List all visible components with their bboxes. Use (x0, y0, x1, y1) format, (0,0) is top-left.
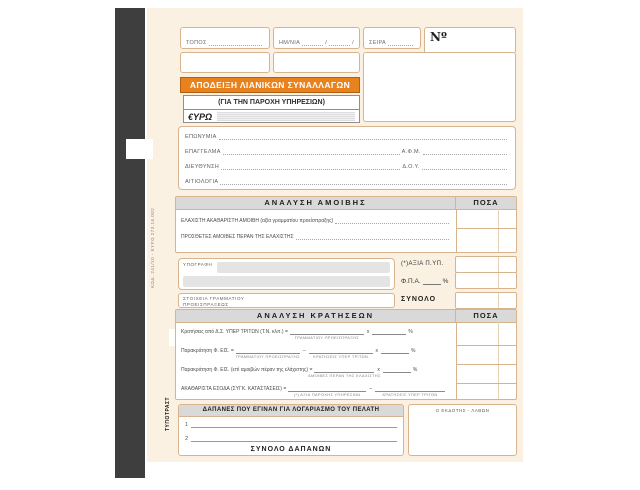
profession-row[interactable] (185, 148, 509, 155)
deduction-row1-label: Κρατήσεις από Δ.Σ. ΥΠΕΡ ΤΡΙΤΩΝ (Τ.Ν. κλπ.) = (181, 329, 288, 335)
vat-row (401, 278, 448, 285)
deduction-row2-subnote1: ΓΡΑΜΜΑΤΙΟΥ ΠΡΟΕΙΣΠΡΑΞΗΣ (235, 354, 300, 359)
fee-row2-line (296, 233, 449, 240)
expense-row-2[interactable] (185, 435, 397, 442)
fee-table-header (176, 197, 516, 210)
euro-amount-row[interactable] (184, 110, 359, 123)
deductions-header-amounts: ΠΟΣΑ (473, 311, 499, 320)
printer-brand: ΤΥΠΟΤΡΑΣΤ (165, 396, 171, 431)
deduction-row3-label: Παρακράτηση Φ. ΕΙΣ. (επί αμοιβών πέραν της ελάχιστης) = (181, 367, 313, 373)
total-label: ΣΥΝΟΛΟ (401, 296, 437, 303)
form-subtitle: (ΓΙΑ ΤΗΝ ΠΑΡΟΧΗ ΥΠΗΡΕΣΙΩΝ) (184, 96, 359, 110)
deduction-row2-line2 (309, 346, 373, 359)
vat-percent-sign: % (442, 278, 449, 285)
date-fill-line (302, 39, 323, 46)
side-print-code: ΚΩΔ. 241/10 - ΕΥΡΩ 273.16.002 (150, 207, 155, 288)
deduction-row3-times: x (377, 367, 380, 373)
afm-label: Α.Φ.Μ. (401, 149, 421, 155)
client-expenses-box (178, 404, 404, 456)
fee-row2-label: ΠΡΟΣΘΕΤΕΣ ΑΜΟΙΒΕΣ ΠΕΡΑΝ ΤΗΣ ΕΛΑΧΙΣΤΗΣ (181, 234, 294, 240)
place-label: ΤΟΠΟΣ (186, 40, 207, 46)
fee-analysis-table (175, 196, 517, 253)
deduction-row3-subnote: ΑΜΟΙΒΕΣ ΠΕΡΑΝ ΤΗΣ ΕΛΑΧΙΣΤΗΣ (308, 373, 381, 378)
blank-box-large[interactable] (363, 52, 516, 122)
address-row[interactable] (185, 163, 509, 170)
net-value-cell[interactable] (455, 256, 517, 273)
series-fill-line (388, 39, 413, 46)
place-field[interactable] (180, 27, 270, 49)
deductions-row-line-1 (457, 345, 516, 346)
euro-amount-area[interactable] (217, 112, 355, 121)
book-spine (115, 8, 145, 478)
deduction-row4-minus: – (369, 386, 373, 392)
date-label: ΗΜ/ΝΙΑ (279, 40, 301, 46)
signature-label: ΥΠΟΓΡΑΦΗ (183, 262, 213, 267)
fee-header-title: ΑΝΑΛΥΣΗ ΑΜΟΙΒΗΣ (176, 197, 456, 209)
deduction-row4-label: ΑΚΑΘΑΡΙΣΤΑ ΕΣΟΔΑ (ΣΥΓΚ. ΚΑΤΑΣΤΑΣΕΙΣ) = (181, 386, 287, 392)
form-title: ΑΠΟΔΕΙΞΗ ΛΙΑΝΙΚΩΝ ΣΥΝΑΛΛΑΓΩΝ (189, 80, 351, 90)
total-value-cell[interactable] (455, 292, 517, 309)
deduction-row1-percent: % (408, 329, 413, 335)
place-fill-line (209, 39, 262, 46)
company-name-row[interactable] (185, 133, 509, 140)
deduction-row4-line1 (288, 384, 366, 397)
deduction-row3-percent: % (412, 367, 418, 373)
address-line (221, 163, 400, 170)
number-field[interactable] (424, 27, 516, 54)
fee-amounts-divider (456, 209, 457, 252)
profession-line (223, 148, 400, 155)
series-label: ΣΕΙΡΑ (369, 40, 387, 46)
fee-row1-label: ΕΛΑΧΙΣΤΗ ΑΚΑΘΑΡΙΣΤΗ ΑΜΟΙΒΗ (αξία γραμματίου προείσπραξης) (181, 218, 334, 224)
prepaid-note-box[interactable] (178, 293, 395, 308)
client-expenses-header: ΔΑΠΑΝΕΣ ΠΟΥ ΕΓΙΝΑΝ ΓΙΑ ΛΟΓΑΡΙΑΣΜΟ ΤΟΥ ΠΕΛΑΤΗ (179, 405, 403, 417)
form-title-banner (180, 77, 360, 93)
net-value-label: (*)ΑΞΙΑ Π.ΥΠ. (401, 261, 444, 267)
date-fill-line2 (329, 39, 350, 46)
issuer-label: Ο ΕΚΔΟΤΗΣ - ΛΑΒΩΝ (435, 408, 490, 413)
vat-value-cell[interactable] (455, 272, 517, 289)
company-name-line (219, 133, 507, 140)
expenses-total-label: ΣΥΝΟΛΟ ΔΑΠΑΝΩΝ (250, 446, 332, 453)
issuer-signature-box[interactable] (408, 404, 517, 456)
deduction-row2-line1 (235, 346, 300, 359)
blank-box-2[interactable] (273, 52, 360, 73)
spine-label-chip (126, 139, 153, 159)
deductions-row-line-2 (457, 364, 516, 365)
deduction-row4-subnote1: (*) ΑΞΙΑ ΠΑΡΟΧΗΣ ΥΠΗΡΕΣΙΩΝ (294, 392, 361, 397)
deduction-row2-percent: % (411, 348, 416, 354)
deductions-table (175, 309, 517, 400)
fee-row-minimum[interactable] (181, 217, 451, 224)
deduction-row-1[interactable] (181, 327, 453, 340)
company-name-label: ΕΠΩΝΥΜΙΑ (185, 134, 217, 140)
fee-amounts-row-line (457, 228, 516, 229)
prepaid-note-line1: ΣΤΟΙΧΕΙΑ ΓΡΑΜΜΑΤΙΟΥ (183, 296, 245, 301)
vat-rate-line[interactable] (423, 278, 441, 285)
address-label: ΔΙΕΥΘΥΝΣΗ (185, 164, 220, 170)
euro-label: €ΥΡΩ (188, 111, 213, 122)
deduction-row1-line (290, 327, 364, 340)
fee-header-amounts: ΠΟΣΑ (473, 198, 499, 207)
deduction-row1-subnote: ΓΡΑΜΜΑΤΙΟΥ ΠΡΟΕΙΣΠΡΑΞΗΣ (294, 335, 359, 340)
date-slash-1: / (325, 40, 328, 46)
deductions-table-header (176, 310, 516, 323)
deduction-row2-times: x (375, 348, 379, 354)
blank-box-1[interactable] (180, 52, 270, 73)
reason-label: ΑΙΤΙΟΛΟΓΙΑ (185, 179, 219, 185)
deduction-row2-subnote2: ΚΡΑΤΗΣΕΙΣ ΥΠΕΡ ΤΡΙΤΩΝ (312, 354, 369, 359)
expense-row-1[interactable] (185, 421, 397, 428)
fee-row1-line (335, 217, 449, 224)
fee-amounts-decimal-line (498, 209, 499, 252)
date-field[interactable] (273, 27, 360, 49)
number-label: Nº (430, 30, 447, 44)
deduction-row-2[interactable] (181, 346, 453, 359)
series-field[interactable] (363, 27, 421, 49)
deduction-row-4[interactable] (181, 384, 453, 397)
prepaid-note-line2: ΠΡΟΕΙΣΠΡΑΞΕΩΣ (183, 301, 229, 307)
deduction-row3-rate-line (383, 365, 411, 373)
deductions-row-line-3 (457, 383, 516, 384)
deductions-header-title: ΑΝΑΛΥΣΗ ΚΡΑΤΗΣΕΩΝ (176, 310, 456, 322)
subtitle-box (183, 95, 360, 123)
prepaid-note-label (183, 296, 245, 307)
signature-shaded-band-1 (217, 262, 390, 273)
deduction-row2-rate-line (381, 346, 409, 354)
doy-label: Δ.Ο.Υ. (402, 164, 420, 170)
fee-row-additional[interactable] (181, 233, 451, 240)
reason-row[interactable] (185, 178, 509, 185)
reason-line (220, 178, 507, 185)
customer-details-box (178, 126, 516, 190)
signature-shaded-band-2 (183, 276, 390, 287)
signature-box[interactable] (178, 258, 395, 290)
expense-row2-number: 2 (185, 436, 189, 442)
deduction-row-3[interactable] (181, 365, 453, 378)
expense-row1-number: 1 (185, 422, 189, 428)
deduction-row4-line2 (375, 384, 445, 397)
deductions-amounts-divider (456, 322, 457, 399)
deduction-row1-times: x (366, 329, 370, 335)
date-slash-2: / (352, 40, 354, 46)
deduction-row2-label: Παρακράτηση Φ. ΕΙΣ. = (181, 348, 234, 354)
deductions-amounts-decimal-line (498, 322, 499, 399)
deduction-row3-line (308, 365, 381, 378)
deduction-row1-rate-line (372, 327, 406, 335)
afm-line (423, 148, 507, 155)
doy-line (422, 163, 507, 170)
profession-label: ΕΠΑΓΓΕΛΜΑ (185, 149, 221, 155)
expense-row2-line (191, 435, 397, 442)
deduction-row2-minus: – (302, 348, 306, 354)
expense-row1-line (191, 421, 397, 428)
vat-label: Φ.Π.Α. (401, 278, 421, 285)
deduction-row4-subnote2: ΚΡΑΤΗΣΕΙΣ ΥΠΕΡ ΤΡΙΤΩΝ (382, 392, 438, 397)
